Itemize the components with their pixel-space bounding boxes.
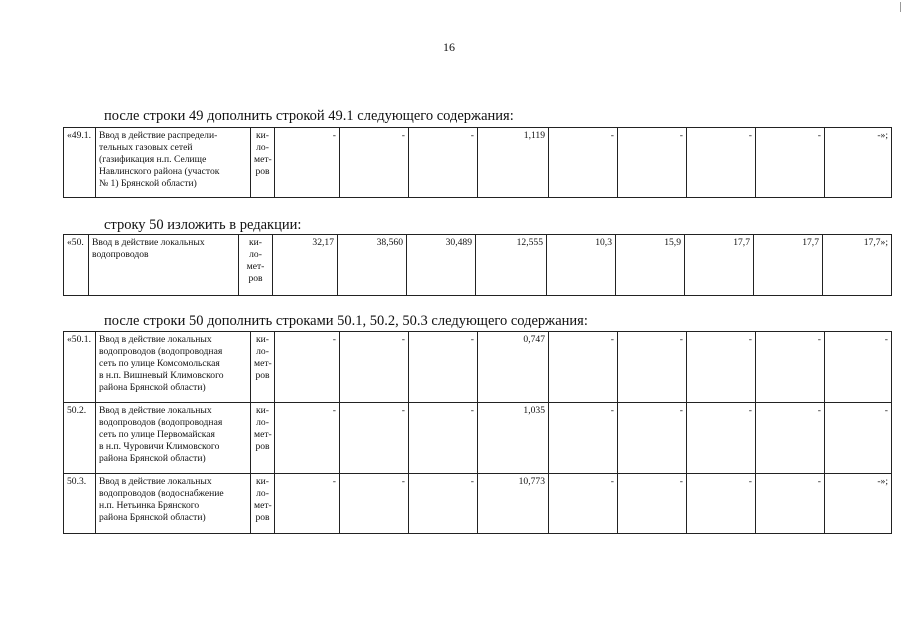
value-cell: - [687, 474, 756, 534]
value-cell: 17,7 [685, 235, 754, 296]
unit-line: ки- [249, 237, 262, 248]
value-cell: - [618, 474, 687, 534]
value-cell: - [340, 128, 409, 198]
edge-mark [900, 2, 901, 12]
unit-line: ки- [256, 405, 269, 416]
indicator-name-line: Ввод в действие локальных [99, 334, 212, 345]
unit-of-measure [251, 332, 275, 403]
unit-line: ло- [256, 142, 269, 153]
value-cell: - [756, 474, 825, 534]
unit-line: ров [255, 166, 270, 177]
value-cell: - [687, 403, 756, 474]
table-row [64, 332, 892, 403]
value-cell: - [756, 128, 825, 198]
unit-of-measure [239, 235, 273, 296]
value-cell: - [409, 332, 478, 403]
unit-line: ло- [256, 488, 269, 499]
value-cell: - [618, 128, 687, 198]
value-cell: - [618, 332, 687, 403]
row-number: «50. [64, 235, 89, 296]
value-cell: - [340, 403, 409, 474]
value-cell: - [275, 332, 340, 403]
value-cell: 1,035 [478, 403, 549, 474]
unit-line: мет- [254, 500, 272, 511]
value-cell: 10,773 [478, 474, 549, 534]
unit-line: ло- [249, 249, 262, 260]
value-cell: 10,3 [547, 235, 616, 296]
value-cell: - [756, 332, 825, 403]
value-cell: 1,119 [478, 128, 549, 198]
value-cell: - [340, 474, 409, 534]
value-cell: 0,747 [478, 332, 549, 403]
value-cell: - [549, 403, 618, 474]
value-cell: -»; [825, 474, 892, 534]
value-cell: - [825, 403, 892, 474]
value-cell: -»; [825, 128, 892, 198]
value-cell: 17,7 [754, 235, 823, 296]
value-cell: - [409, 474, 478, 534]
value-cell: - [618, 403, 687, 474]
table-row-50 [63, 234, 892, 296]
indicator-name-line: района Брянской области) [99, 453, 206, 464]
value-cell: - [756, 403, 825, 474]
indicator-name [96, 332, 251, 403]
indicator-name-line: водопроводов (водоснабжение [99, 488, 224, 499]
unit-line: ров [255, 370, 270, 381]
unit-line: мет- [254, 154, 272, 165]
unit-line: ки- [256, 476, 269, 487]
indicator-name [96, 403, 251, 474]
value-cell: 32,17 [273, 235, 338, 296]
unit-line: мет- [254, 358, 272, 369]
indicator-name [96, 474, 251, 534]
value-cell: 12,555 [476, 235, 547, 296]
value-cell: - [825, 332, 892, 403]
indicator-name-line: сеть по улице Комсомольская [99, 358, 220, 369]
unit-line: мет- [246, 261, 265, 272]
instruction-insert-49-1: после строки 49 дополнить строкой 49.1 следующего содержания: [104, 108, 514, 124]
indicator-name-line: тельных газовых сетей [99, 142, 193, 153]
value-cell: - [687, 128, 756, 198]
indicator-name [96, 128, 251, 198]
indicator-name-line: Ввод в действие локальных [99, 476, 212, 487]
value-cell: 17,7»; [823, 235, 892, 296]
table-row [64, 235, 892, 296]
value-cell: 38,560 [338, 235, 407, 296]
row-number: «49.1. [64, 128, 96, 198]
indicator-name-line: водопроводов [92, 249, 149, 260]
row-number: 50.2. [64, 403, 96, 474]
value-cell: - [340, 332, 409, 403]
value-cell: - [275, 474, 340, 534]
table-row [64, 403, 892, 474]
indicator-name [89, 235, 239, 296]
indicator-name-line: № 1) Брянской области) [99, 178, 197, 189]
table-row-49-1 [63, 127, 892, 198]
value-cell: 30,489 [407, 235, 476, 296]
indicator-name-line: водопроводов (водопроводная [99, 417, 223, 428]
unit-line: ров [255, 441, 270, 452]
unit-line: ров [255, 512, 270, 523]
indicator-name-line: водопроводов (водопроводная [99, 346, 223, 357]
indicator-name-line: Ввод в действие локальных [99, 405, 212, 416]
instruction-replace-50: строку 50 изложить в редакции: [104, 217, 302, 233]
unit-line: ров [248, 273, 263, 284]
table-row [64, 128, 892, 198]
unit-line: ло- [256, 346, 269, 357]
unit-of-measure [251, 474, 275, 534]
value-cell: - [409, 128, 478, 198]
indicator-name-line: (газификация н.п. Селище [99, 154, 207, 165]
unit-line: ки- [256, 130, 269, 141]
value-cell: - [687, 332, 756, 403]
table-row [64, 474, 892, 534]
indicator-name-line: Ввод в действие распредели- [99, 130, 218, 141]
instruction-insert-50-1-50-3: после строки 50 дополнить строками 50.1, 50.2, 50.3 следующего содержания: [104, 313, 588, 329]
row-number: «50.1. [64, 332, 96, 403]
row-number: 50.3. [64, 474, 96, 534]
indicator-name-line: Навлинского района (участок [99, 166, 220, 177]
unit-of-measure [251, 128, 275, 198]
unit-of-measure [251, 403, 275, 474]
unit-line: мет- [254, 429, 272, 440]
indicator-name-line: района Брянской области) [99, 382, 206, 393]
indicator-name-line: в н.п. Вишневый Климовского [99, 370, 224, 381]
value-cell: - [409, 403, 478, 474]
table-rows-50-1-to-50-3 [63, 331, 892, 534]
page-number: 16 [443, 40, 455, 54]
unit-line: ло- [256, 417, 269, 428]
indicator-name-line: н.п. Нетьинка Брянского [99, 500, 200, 511]
value-cell: - [549, 474, 618, 534]
unit-line: ки- [256, 334, 269, 345]
indicator-name-line: сеть по улице Первомайская [99, 429, 215, 440]
value-cell: - [275, 403, 340, 474]
indicator-name-line: в н.п. Чуровичи Климовского [99, 441, 220, 452]
value-cell: - [549, 332, 618, 403]
indicator-name-line: района Брянской области) [99, 512, 206, 523]
value-cell: - [549, 128, 618, 198]
indicator-name-line: Ввод в действие локальных [92, 237, 205, 248]
value-cell: 15,9 [616, 235, 685, 296]
value-cell: - [275, 128, 340, 198]
